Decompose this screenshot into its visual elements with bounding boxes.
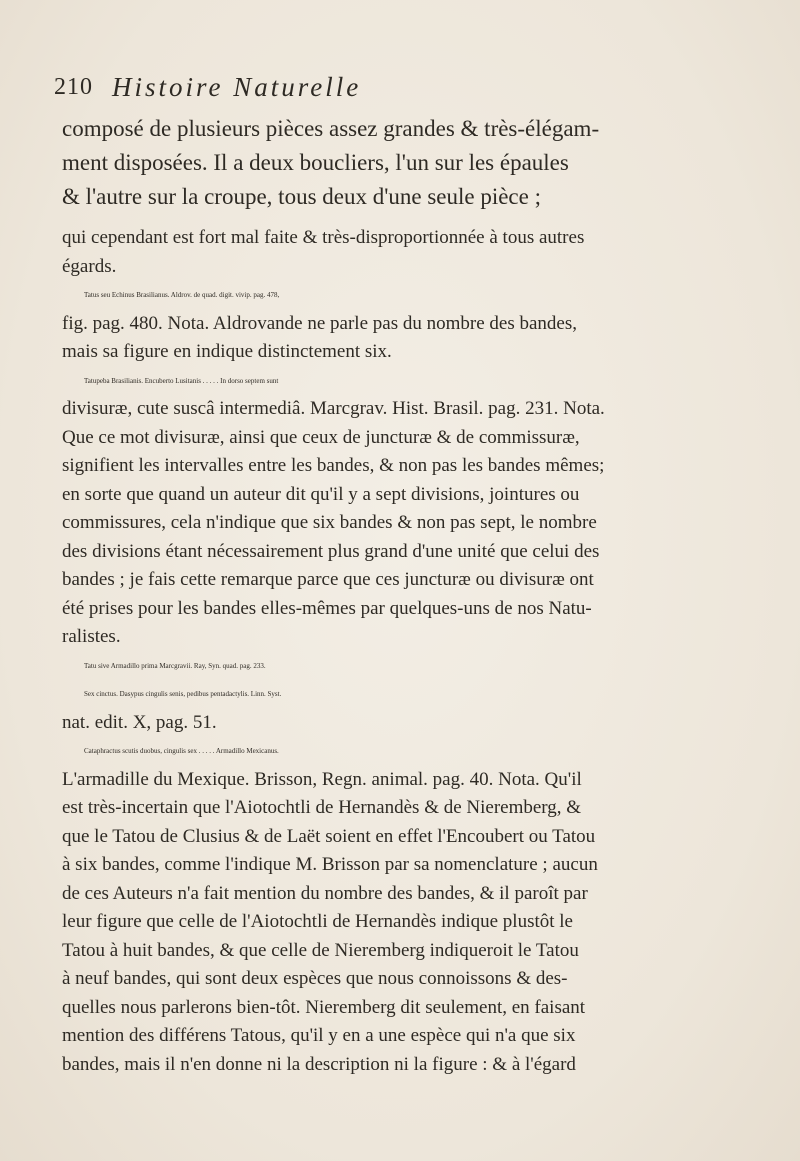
text-line: à six bandes, comme l'indique M. Brisson par sa nomenclature ; aucun — [62, 854, 598, 875]
text-line: Sex cinctus. Dasypus cingulis senis, pedibus pentadactylis. Linn. Syst. — [84, 690, 282, 698]
text-line: nat. edit. X, pag. 51. — [62, 711, 217, 733]
text-line: qui cependant est fort mal faite & très-disproportionnée à tous autres — [62, 227, 585, 248]
page-number: 210 — [54, 74, 93, 100]
text-line: leur figure que celle de l'Aiotochtli de Hernandès indique plustôt le — [62, 911, 573, 932]
text-line: mais sa figure en indique distinctement six. — [62, 341, 392, 362]
text-line: Tatupeba Brasilianis. Encuberto Lusitanis . . . . . In dorso septem sunt — [84, 376, 279, 385]
text-line: Tatou à huit bandes, & que celle de Nieremberg indiqueroit le Tatou — [62, 939, 579, 961]
text-line: à neuf bandes, qui sont deux espèces que nous connoissons & des- — [62, 968, 568, 989]
text-line: en sorte que quand un auteur dit qu'il y a sept divisions, jointures ou — [62, 483, 580, 505]
text-line: Cataphractus scutis duobus, cingulis sex . . . . . Armadillo Mexicanus. — [84, 747, 279, 755]
text-line: fig. pag. 480. Nota. Aldrovande ne parle pas du nombre des bandes, — [62, 312, 577, 334]
lead-line: & l'autre sur la croupe, tous deux d'une seule pièce ; — [62, 184, 541, 209]
text-line: été prises pour les bandes elles-mêmes par quelques-uns de nos Natu- — [62, 597, 592, 619]
text-line: bandes, mais il n'en donne ni la description ni la figure : & à l'égard — [62, 1053, 576, 1075]
text-line: L'armadille du Mexique. Brisson, Regn. animal. pag. 40. Nota. Qu'il — [62, 768, 582, 790]
text-line: mention des différens Tatous, qu'il y en a une espèce qui n'a que six — [62, 1025, 576, 1046]
text-line: Tatu sive Armadillo prima Marcgravii. Ray, Syn. quad. pag. 233. — [84, 661, 266, 670]
notes-section — [62, 224, 752, 1079]
text-line: que le Tatou de Clusius & de Laët soient en effet l'Encoubert ou Tatou — [62, 825, 596, 847]
text-line: Que ce mot divisuræ, ainsi que ceux de juncturæ & de commissuræ, — [62, 426, 580, 448]
text-line: divisuræ, cute suscâ intermediâ. Marcgrav. Hist. Brasil. pag. 231. Nota. — [62, 398, 605, 419]
text-line: est très-incertain que l'Aiotochtli de Hernandès & de Nieremberg, & — [62, 797, 582, 818]
lead-paragraph — [62, 112, 752, 214]
running-head: Histoire Naturelle — [112, 72, 362, 102]
text-line: égards. — [62, 255, 117, 277]
text-line: commissures, cela n'indique que six bandes & non pas sept, le nombre — [62, 512, 597, 533]
text-line: signifient les intervalles entre les bandes, & non pas les bandes mêmes; — [62, 455, 605, 476]
text-block — [62, 112, 752, 1079]
page-header — [54, 72, 754, 108]
text-line: Tatus seu Echinus Brasilianus. Aldrov. de quad. digit. vivip. pag. 478, — [84, 291, 280, 299]
lead-line: composé de plusieurs pièces assez grandes & très-élégam- — [62, 116, 600, 141]
text-line: des divisions étant nécessairement plus grand d'une unité que celui des — [62, 540, 600, 562]
text-line: quelles nous parlerons bien-tôt. Nieremberg dit seulement, en faisant — [62, 996, 586, 1018]
lead-line: ment disposées. Il a deux boucliers, l'un sur les épaules — [62, 150, 569, 175]
text-line: ralistes. — [62, 626, 121, 647]
text-line: bandes ; je fais cette remarque parce que ces juncturæ ou divisuræ ont — [62, 569, 594, 590]
text-line: de ces Auteurs n'a fait mention du nombre des bandes, & il paroît par — [62, 882, 588, 904]
